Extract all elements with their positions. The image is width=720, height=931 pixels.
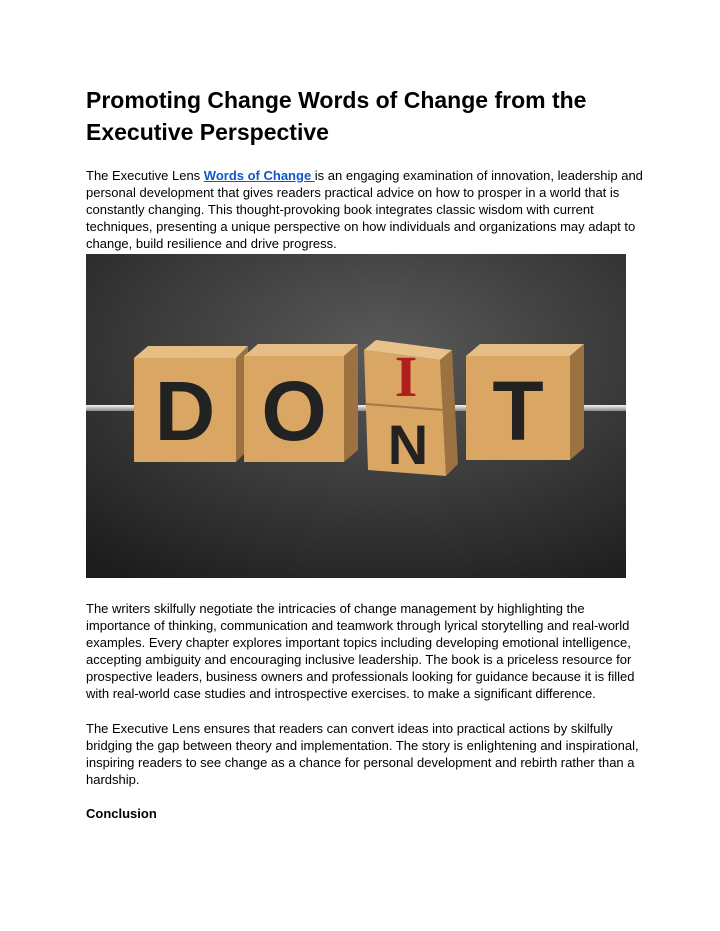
letter-n: N <box>387 413 429 476</box>
words-of-change-link[interactable]: Words of Change <box>203 168 315 183</box>
cube-d <box>134 346 248 462</box>
intro-paragraph <box>86 167 646 252</box>
cube-i-n <box>364 340 458 476</box>
intro-text-rest: is an engaging examination of innovation, leadership and personal development that gives readers practical advice on how to prosper in a world that is constantly changing. This thought-provoking book integrates classic wisdom with current techniques, presenting a unique perspective on how individuals and organizations may adapt to change, build resilience and drive progress. <box>86 168 643 251</box>
page-title: Promoting Change Words of Change from the Executive Perspective <box>86 87 587 145</box>
intro-text-start: The Executive Lens <box>86 168 204 183</box>
cube-t <box>466 344 584 460</box>
do-it-not-cubes-image <box>86 254 626 578</box>
letter-d: D <box>154 364 216 458</box>
letter-i: I <box>394 344 418 409</box>
letter-t: T <box>492 364 544 458</box>
cube-o <box>244 344 358 462</box>
conclusion-heading: Conclusion <box>86 806 157 821</box>
letter-o: O <box>261 364 327 458</box>
body-paragraph-2: The writers skilfully negotiate the intricacies of change management by highlighting the importance of thinking, communication and teamwork through lyrical storytelling and real-world examples. Every chapter explores important topics including developing emotional intelligence, accepting ambiguity and encouraging inclusive leadership. The book is a priceless resource for prospective leaders, business owners and professionals looking for guidance because it is filled with real-world case studies and introspective exercises. to make a significant difference. <box>86 601 635 701</box>
body-paragraph-3: The Executive Lens ensures that readers can convert ideas into practical actions by skilfully bridging the gap between theory and implementation. The story is enlightening and inspirational, inspiring readers to see change as a chance for personal development and rebirth rather than a hardship. <box>86 721 639 787</box>
